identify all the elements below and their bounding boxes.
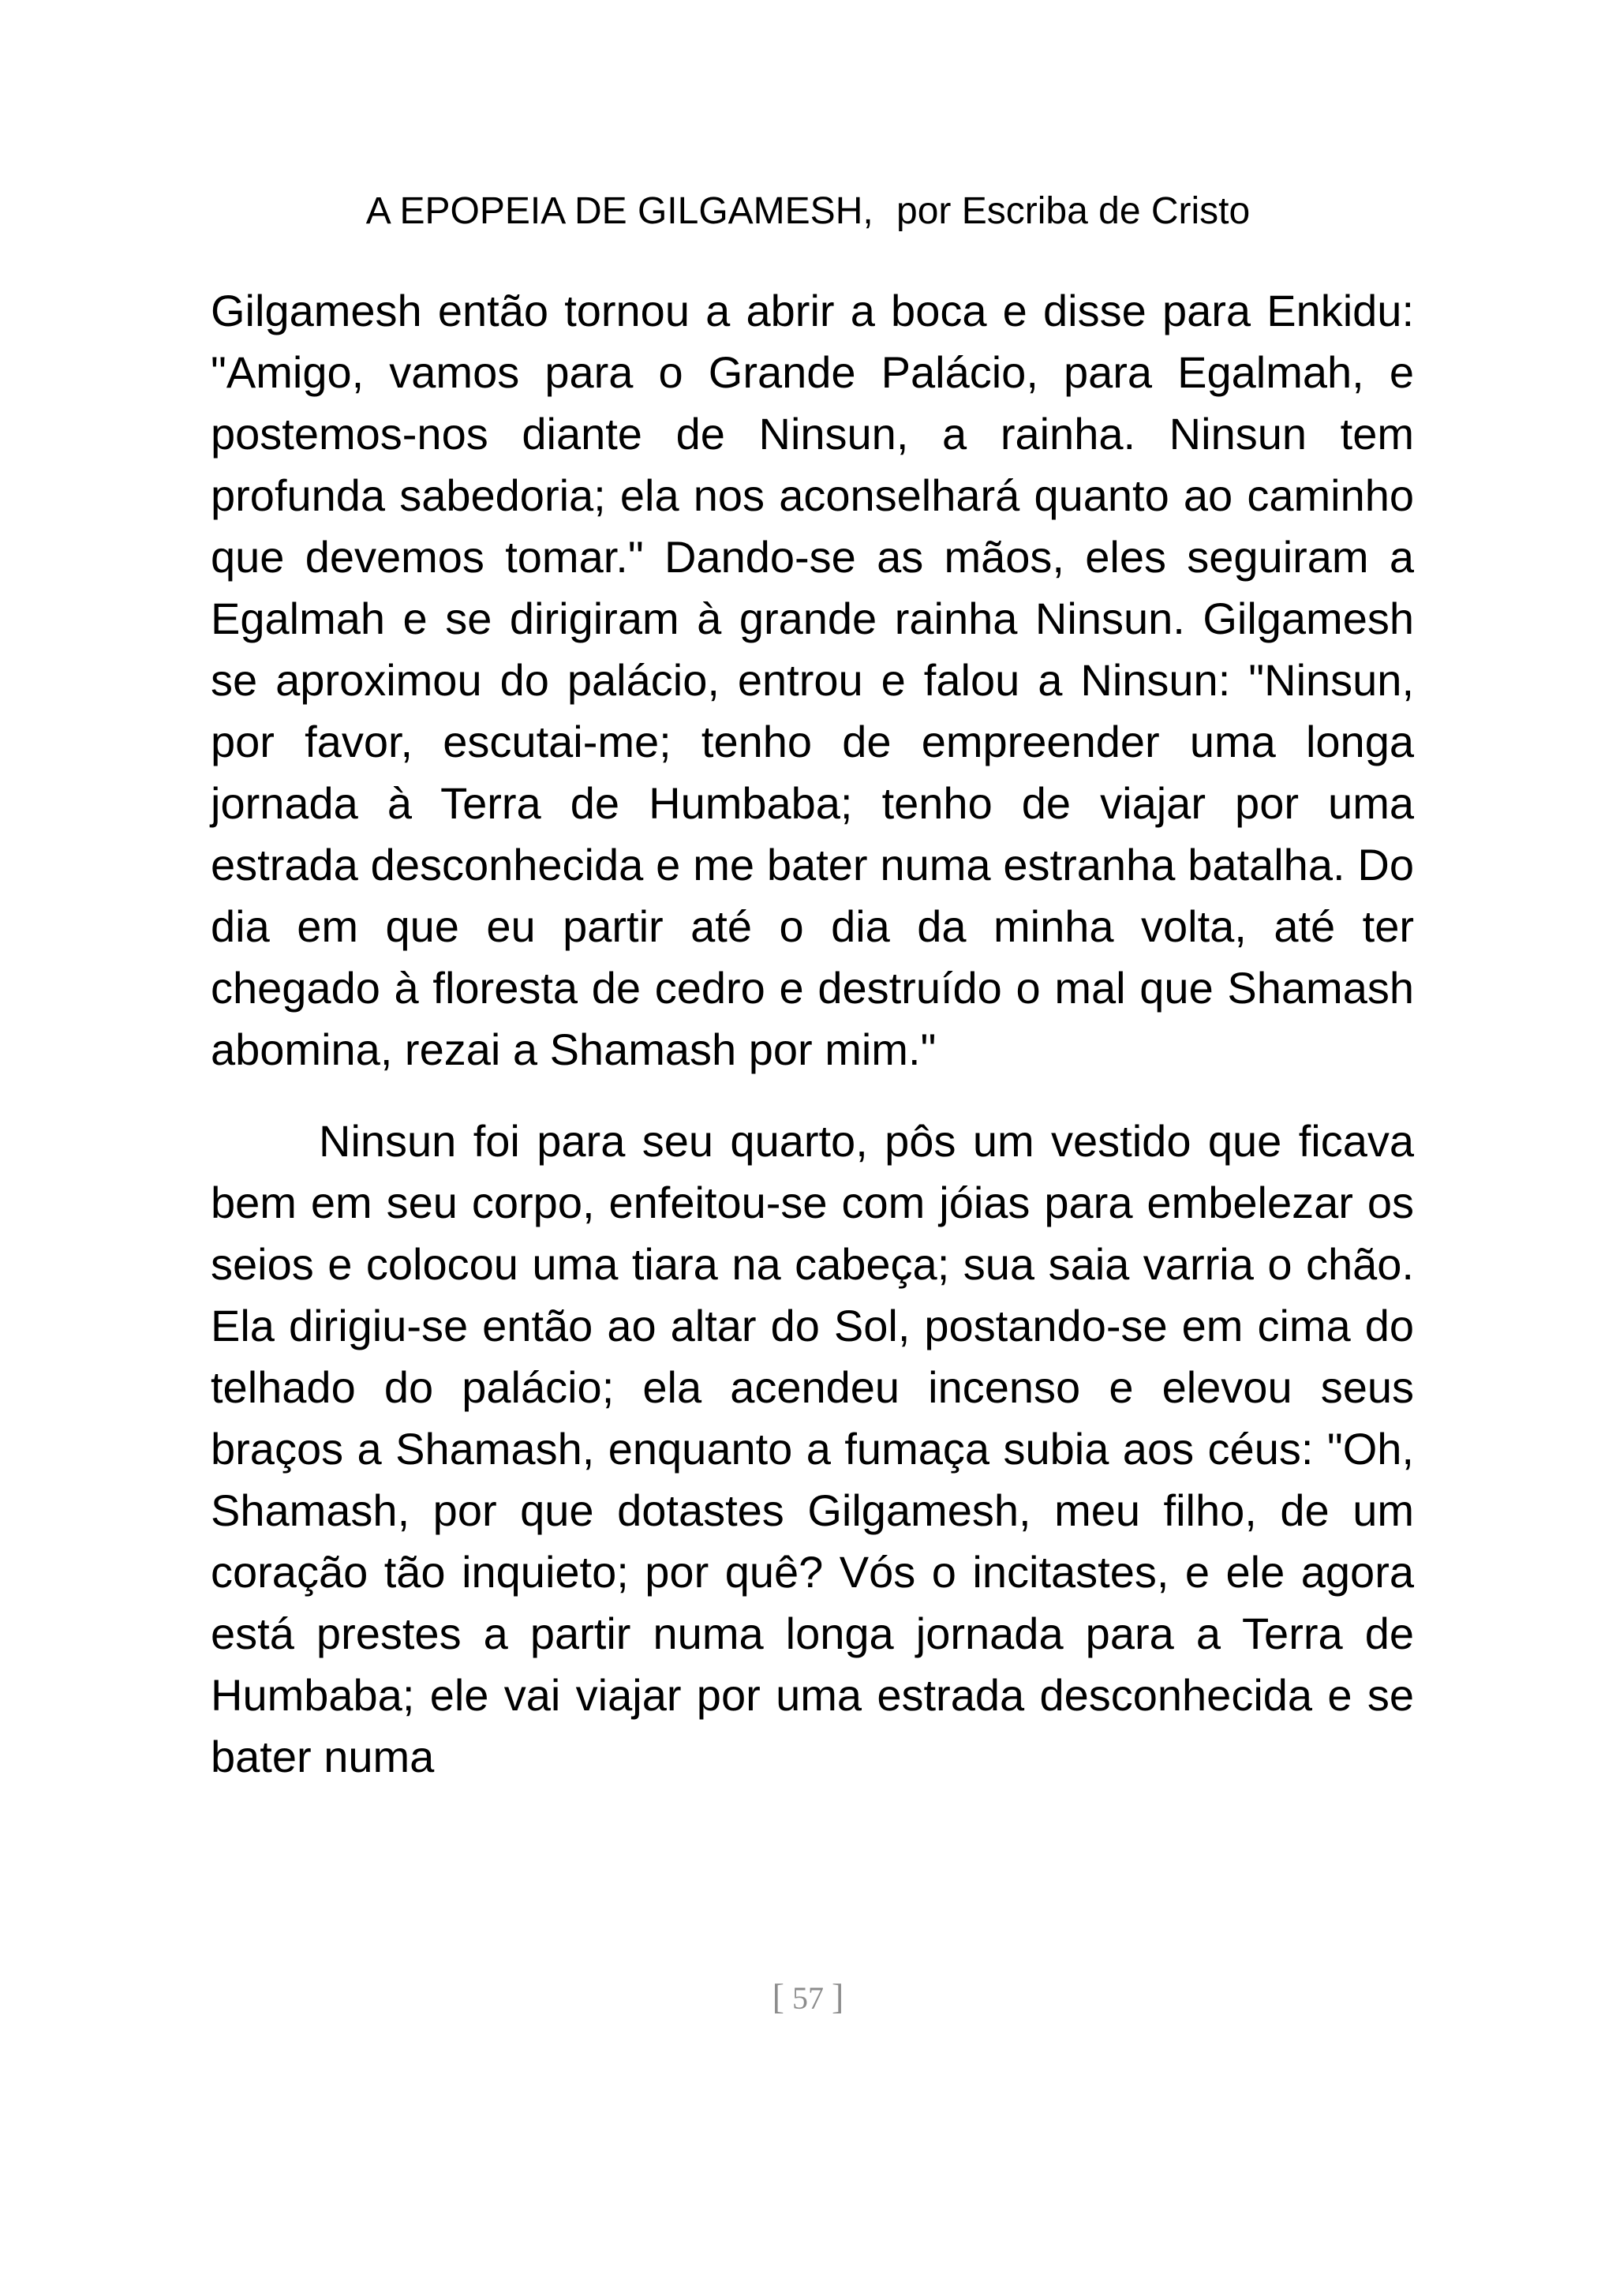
running-header [0, 188, 1616, 235]
page-number: 57 [792, 1980, 824, 2016]
author-byline: por Escriba de Cristo [896, 190, 1251, 232]
right-bracket: ] [832, 1976, 844, 2017]
paragraph: Ninsun foi para seu quarto, pôs um vestido que ficava bem em seu corpo, enfeitou-se com jóias para embelezar os seios e colocou uma tiara na cabeça; sua saia varria o chão. Ela dirigiu-se então ao altar do Sol, postando-se em cima do telhado do palácio; ela acendeu incenso e elevou seus braços a Shamash, enquanto a fumaça subia aos céus: "Oh, Shamash, por que dotastes Gilgamesh, meu filho, de um coração tão inquieto; por quê? Vós o incitastes, e ele agora está prestes a partir numa longa jornada para a Terra de Humbaba; ele vai viajar por uma estrada desconhecida e se bater numa [211, 1116, 1414, 1781]
book-title: A EPOPEIA DE GILGAMESH, [365, 190, 873, 232]
paragraph: Gilgamesh então tornou a abrir a boca e disse para Enkidu: "Amigo, vamos para o Grande Palácio, para Egalmah, e postemos-nos diante de Ninsun, a rainha. Ninsun tem profunda sabedoria; ela nos aconselhará quanto ao caminho que devemos tomar." Dando-se as mãos, eles seguiram a Egalmah e se dirigiram à grande rainha Ninsun. Gilgamesh se aproximou do palácio, entrou e falou a Ninsun: "Ninsun, por favor, escutai-me; tenho de empreender uma longa jornada à Terra de Humbaba; tenho de viajar por uma estrada desconhecida e me bater numa estranha batalha. Do dia em que eu partir até o dia da minha volta, até ter chegado à floresta de cedro e destruído o mal que Shamash abomina, rezai a Shamash por mim." [211, 286, 1414, 1074]
page-number-footer [0, 1977, 1616, 2018]
page-body [211, 280, 1414, 1788]
left-bracket: [ [772, 1976, 784, 2017]
